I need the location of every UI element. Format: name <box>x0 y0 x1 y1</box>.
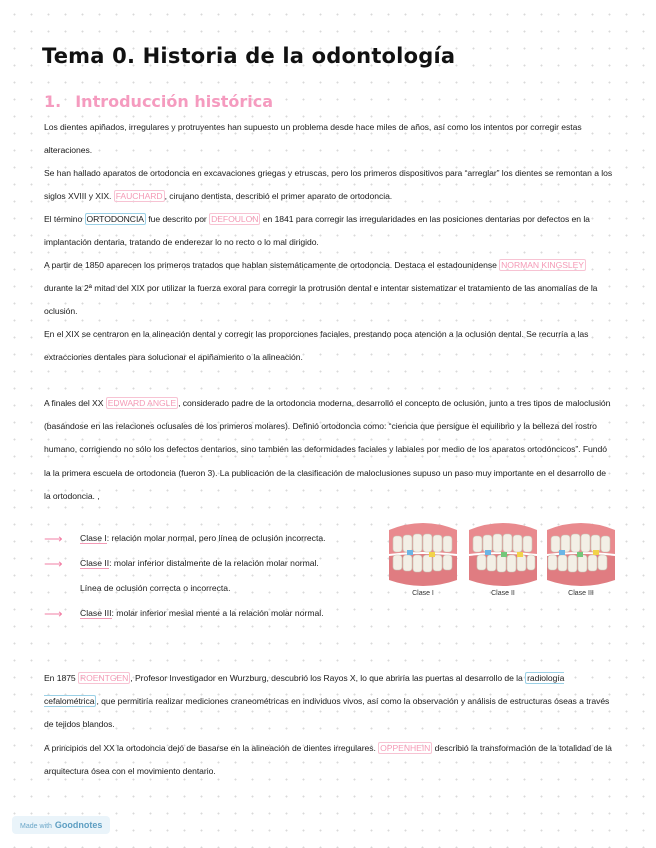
p7-text-mid: , Profesor Investigador en Wurzburg, descubrió los Rayos X, lo que abriría las puertas al desarrollo de la <box>130 673 526 683</box>
paragraph-4 <box>44 254 614 324</box>
teeth-class-1-image <box>385 520 461 588</box>
name-defoulon: DEFOULON <box>211 214 259 224</box>
caption-class-1: Clase I <box>412 590 434 597</box>
name-roentgen: ROENTGEN <box>80 673 129 683</box>
arrow-right-icon: ⟶ <box>44 556 63 571</box>
class-1-label: Clase I <box>80 533 107 543</box>
section-title: Introducción histórica <box>75 92 274 111</box>
name-edward-angle: EDWARD ANGLE <box>107 398 177 408</box>
p2-text: Se han hallado aparatos de ortodoncia en excavaciones griegas y etruscas, pero los primeros dispositivos para “arreglar” los dientes se remontan a los siglos XVIII y XIX. <box>44 168 613 202</box>
teeth-class-2-image <box>465 520 541 588</box>
class-3-label: Clase III <box>80 608 112 618</box>
term-ortodoncia: ORTODONCIA <box>86 214 144 224</box>
class-1-desc: : relación molar normal, pero línea de oclusión incorrecta. <box>106 533 326 543</box>
caption-class-2: Clase II <box>491 590 515 597</box>
figure-class-2 <box>464 520 542 597</box>
name-oppenhein: OPPENHEIN <box>380 743 431 753</box>
paragraph-1: Los dientes apiñados, irregulares y protruyentes han supuesto un problema desde hace miles de años, así como los intentos por corregir estas alteraciones. <box>44 122 582 156</box>
malocclusion-class-list <box>44 526 374 626</box>
paragraph-8 <box>44 737 614 783</box>
name-fauchard: FAUCHARD <box>115 191 163 202</box>
class-item-3 <box>44 601 374 626</box>
term-radiologia: radiología cefalométrica <box>44 673 565 707</box>
goodnotes-badge[interactable] <box>12 816 110 834</box>
name-norman-kingsley: NORMAN KINGSLEY <box>501 260 584 270</box>
class-2-text <box>80 551 319 576</box>
class-1-text <box>80 526 326 551</box>
p3-text-end: en 1841 para corregir las irregularidades en las posiciones dentarias por defectos en la implantación dentaria, tratando de enderezar lo no recto o lo mal dirigido. <box>44 214 590 248</box>
p6-text-end: , considerado padre de la ortodoncia moderna, desarrolló el concepto de oclusión, junto a tres tipos de maloclusión (basándose en las relaciones oclusales de los primeros molares). Definió ortodoncia como: “ciencia que persigue el equilibrio y la belleza del rostro humano, corrigiendo no sólo los defectos dentarios, sino también las deformidades faciales y labiales por medio de los aparatos ortodóncicos”. Fundó la la primera escuela de ortodoncia (fueron 3). La publicación de la clasificación de maloclusiones supuso un paso muy importante en el desarrollo de la ortodoncia. , <box>44 398 611 501</box>
section-number: 1. <box>44 92 62 111</box>
paragraph-7 <box>44 667 614 737</box>
figure-class-1 <box>384 520 462 597</box>
p8-text: A principios del XX la ortodoncia dejó de basarse en la alineación de dientes irregulares. <box>44 743 379 753</box>
class-item-2 <box>44 551 374 576</box>
p8-text-end: describió la transformación de la totalidad de la arquitectura ósea con el movimiento dentario. <box>44 743 612 777</box>
p6-text: A finales del XX <box>44 398 106 408</box>
class-2-label: Clase II <box>80 558 110 568</box>
p4-text-end: durante la 2ª mitad del XIX por utilizar la fuerza exoral para corregir la protrusión dental e intentar sistematizar el tratamiento de las anomalías de la oclusión. <box>44 283 598 317</box>
teeth-class-3-image <box>543 520 619 588</box>
figure-class-3 <box>542 520 620 597</box>
malocclusion-figures <box>384 520 620 620</box>
goodnotes-brand: Goodnotes <box>54 820 103 830</box>
class-item-2-extra <box>44 576 374 601</box>
p2-text-end: , cirujano dentista, describió el primer aparato de ortodoncia. <box>164 191 393 202</box>
paragraph-2 <box>44 162 614 208</box>
p7-text: En 1875 <box>44 673 79 683</box>
class-item-1 <box>44 526 374 551</box>
section-heading <box>44 92 273 111</box>
class-3-text <box>80 601 324 626</box>
class-3-desc: : molar inferior mesial mente a la relación molar normal. <box>111 608 324 618</box>
arrow-right-icon: ⟶ <box>44 606 63 621</box>
paragraph-3 <box>44 208 614 254</box>
made-with-label: Made with <box>20 823 52 830</box>
class-2-desc: : molar inferior distalmente de la relación molar normal. <box>109 558 319 568</box>
paragraph-6 <box>44 392 614 508</box>
caption-class-3: Clase III <box>568 590 594 597</box>
class-2-extra: Línea de oclusión correcta o incorrecta. <box>80 583 231 593</box>
arrow-right-icon: ⟶ <box>44 531 63 546</box>
p3-text: El término <box>44 214 85 224</box>
p7-text-end: , que permitiría realizar mediciones craneométricas en individuos vivos, así como la observación y análisis de estructuras óseas a través de tejidos blandos. <box>44 696 610 730</box>
p4-text: A partir de 1850 aparecen los primeros tratados que hablan sistemáticamente de ortodoncia. Destaca el estadounidense <box>44 260 500 270</box>
page-title: Tema 0. Historia de la odontología <box>42 44 456 68</box>
paragraph-5: En el XIX se centraron en la alineación dental y corregir las proporciones faciales, prestando poca atención a la oclusión dental. Se recurría a las extracciones dentales para solucionar el apiñamiento o la alineación. <box>44 329 589 363</box>
p3-text-mid: fue descrito por <box>145 214 210 224</box>
